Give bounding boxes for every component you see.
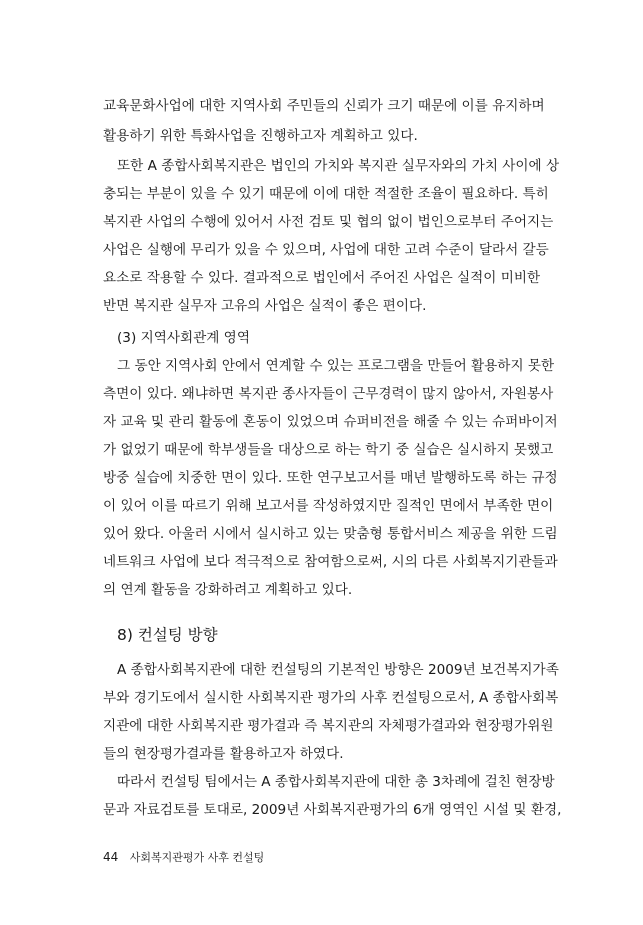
paragraph-line: 측면이 있다. 왜냐하면 복지관 종사자들이 근무경력이 많지 않아서, 자원봉사	[103, 386, 554, 402]
paragraph-line: 문과 자료검토를 토대로, 2009년 사회복지관평가의 6개 영역인 시설 및 환경,	[103, 802, 562, 818]
paragraph-line: 이 있어 이를 따르기 위해 보고서를 작성하였지만 질적인 면에서 부족한 면이	[103, 498, 554, 514]
paragraph-line: 자 교육 및 관리 활동에 혼동이 있었으며 슈퍼비전을 해줄 수 있는 슈퍼바이저	[103, 414, 558, 430]
sub-heading: (3) 지역사회관계 영역	[117, 330, 250, 346]
page-footer	[103, 850, 264, 865]
section-heading: 8) 컨설팅 방향	[117, 626, 218, 644]
paragraph-line: 가 없었기 때문에 학부생들을 대상으로 하는 학기 중 실습은 실시하지 못했고	[103, 442, 554, 458]
paragraph-line: 활용하기 위한 특화사업을 진행하고자 계획하고 있다.	[103, 128, 418, 144]
paragraph-line: 네트워크 사업에 보다 적극적으로 참여함으로써, 시의 다른 사회복지기관들과	[103, 554, 558, 570]
paragraph-line: 충되는 부분이 있을 수 있기 때문에 이에 대한 적절한 조율이 필요하다. 특히	[103, 186, 549, 202]
paragraph-line: 들의 현장평가결과를 활용하고자 하였다.	[103, 746, 344, 762]
paragraph-line: 있어 왔다. 아울러 시에서 실시하고 있는 맞춤형 통합서비스 제공을 위한 드림	[103, 526, 558, 542]
paragraph-line: 의 연계 활동을 강화하려고 계획하고 있다.	[103, 582, 353, 598]
paragraph-line: 요소로 작용할 수 있다. 결과적으로 법인에서 주어진 사업은 실적이 미비한	[103, 270, 541, 286]
paragraph-line: 교육문화사업에 대한 지역사회 주민들의 신뢰가 크기 때문에 이를 유지하며	[103, 98, 545, 114]
paragraph-line: 방중 실습에 치중한 면이 있다. 또한 연구보고서를 매년 발행하도록 하는 규정	[103, 470, 558, 486]
paragraph-line: A 종합사회복지관에 대한 컨설팅의 기본적인 방향은 2009년 보건복지가족	[117, 662, 559, 678]
paragraph-line: 반면 복지관 실무자 고유의 사업은 실적이 좋은 편이다.	[103, 298, 427, 314]
paragraph-line: 지관에 대한 사회복지관 평가결과 즉 복지관의 자체평가결과와 현장평가위원	[103, 718, 554, 734]
paragraph-line: 그 동안 지역사회 안에서 연계할 수 있는 프로그램을 만들어 활용하지 못한	[117, 358, 555, 374]
paragraph-line: 부와 경기도에서 실시한 사회복지관 평가의 사후 컨설팅으로서, A 종합사회복	[103, 690, 559, 706]
page-number: 44	[103, 850, 119, 864]
paragraph-line: 따라서 컨설팅 팀에서는 A 종합사회복지관에 대한 총 3차례에 걸친 현장방	[117, 774, 555, 790]
paragraph-line: 사업은 실행에 무리가 있을 수 있으며, 사업에 대한 고려 수준이 달라서 갈등	[103, 242, 549, 258]
paragraph-line: 복지관 사업의 수행에 있어서 사전 검토 및 협의 없이 법인으로부터 주어지는	[103, 214, 554, 230]
paragraph-line: 또한 A 종합사회복지관은 법인의 가치와 복지관 실무자와의 가치 사이에 상	[117, 158, 560, 174]
running-title: 사회복지관평가 사후 컨설팅	[129, 851, 265, 864]
